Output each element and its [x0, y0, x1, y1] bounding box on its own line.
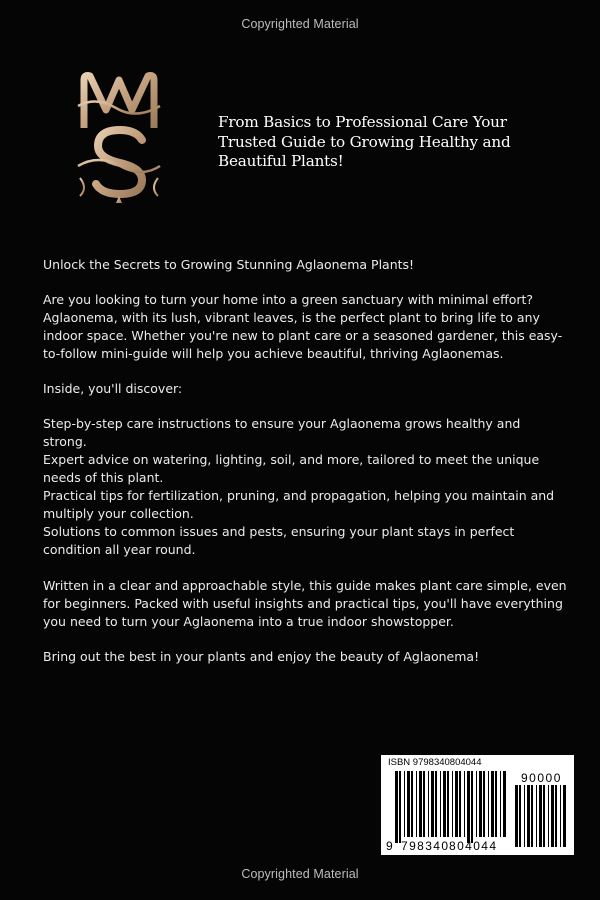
barcode-digits-right: 804044 — [449, 839, 498, 853]
list-item: Expert advice on watering, lighting, soil, and more, tailored to meet the unique needs of this plant. — [43, 452, 540, 485]
price-code: 90000 — [521, 771, 562, 785]
copyright-watermark-top: Copyrighted Material — [241, 17, 359, 31]
book-description — [43, 256, 568, 683]
barcode-digits-left: 798340 — [401, 839, 450, 853]
copyright-watermark-bottom: Copyrighted Material — [241, 867, 359, 881]
isbn-barcode — [381, 755, 574, 855]
monogram-logo-icon — [76, 66, 162, 206]
book-tagline: From Basics to Professional Care Your Trusted Guide to Growing Healthy and Beautiful Plants! — [218, 113, 511, 170]
barcode-digit-first: 9 — [386, 839, 395, 853]
list-item: Solutions to common issues and pests, ensuring your plant stays in perfect condition all year round. — [43, 524, 515, 557]
description-closing: Written in a clear and approachable style, this guide makes plant care simple, even for beginners. Packed with useful insights and practical tips, you'll have everything you need to turn your Aglaonema into a true indoor showstopper. — [43, 578, 567, 629]
description-headline: Unlock the Secrets to Growing Stunning Aglaonema Plants! — [43, 257, 415, 272]
description-cta: Bring out the best in your plants and enjoy the beauty of Aglaonema! — [43, 649, 480, 664]
isbn-label: ISBN 9798340804044 — [388, 757, 482, 768]
list-item: Practical tips for fertilization, pruning, and propagation, helping you maintain and multiply your collection. — [43, 488, 555, 521]
inside-label: Inside, you'll discover: — [43, 381, 183, 396]
feature-list — [43, 415, 568, 559]
description-intro: Are you looking to turn your home into a green sanctuary with minimal effort? Aglaonema, with its lush, vibrant leaves, is the perfect plant to bring life to any indoor space. Whether you're new to plant care or a seasoned gardener, this easy-to-follow mini-guide will help you achieve beautiful, thriving Aglaonemas. — [43, 292, 563, 361]
list-item: Step-by-step care instructions to ensure your Aglaonema grows healthy and strong. — [43, 416, 521, 449]
